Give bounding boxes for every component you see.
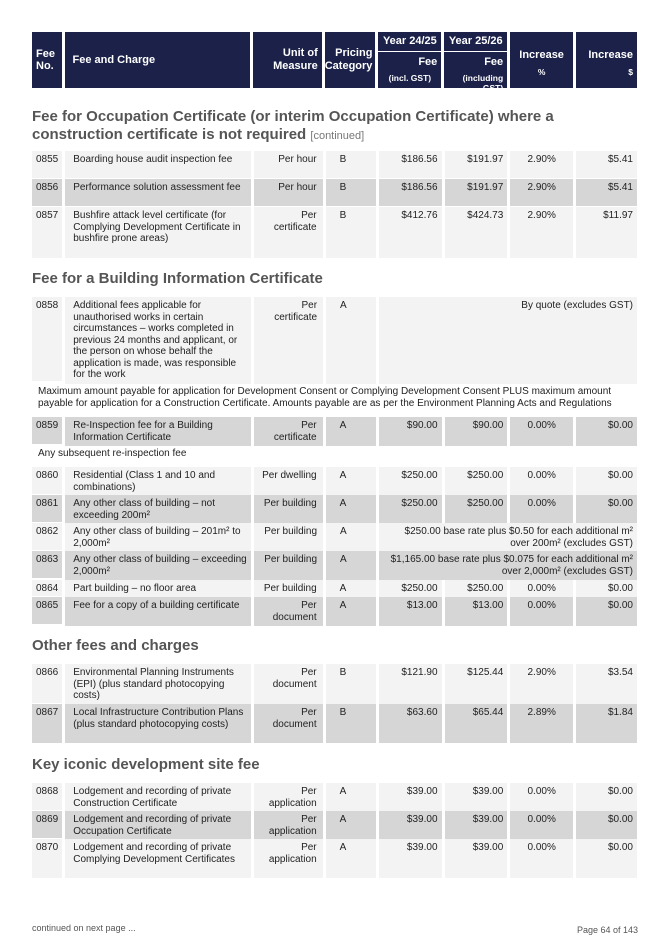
fee-2425: $412.76: [379, 207, 442, 258]
unit: Per hour: [254, 179, 323, 206]
header-fee-no: Fee No.: [32, 32, 62, 88]
unit: Per document: [254, 597, 323, 626]
category: A: [326, 811, 376, 840]
header-year2-title: Year 25/26: [444, 35, 507, 52]
fee-2526: $250.00: [445, 467, 508, 496]
unit: Per building: [254, 551, 323, 580]
increase-amt: $0.00: [576, 467, 637, 496]
fee-by-quote: By quote (excludes GST): [379, 297, 637, 384]
increase-pct: 0.00%: [510, 783, 573, 812]
category: A: [326, 297, 376, 384]
header-increase-pct: [510, 32, 573, 88]
fee-rate-description: $250.00 base rate plus $0.50 for each additional m² over 200m² (excludes GST): [379, 523, 637, 552]
fee-name: Any other class of building – exceeding 2,000m²: [65, 551, 251, 580]
table-row: [32, 551, 637, 580]
table-row: [32, 839, 637, 878]
fee-name: Environmental Planning Instruments (EPI) (plus standard photocopying costs): [65, 664, 251, 705]
category: B: [326, 664, 376, 705]
fee-2425: $13.00: [379, 597, 442, 626]
increase-amt: $5.41: [576, 151, 637, 178]
fee-2526: $125.44: [445, 664, 508, 705]
category: A: [326, 839, 376, 878]
increase-amt: $0.00: [576, 811, 637, 840]
increase-pct: 2.90%: [510, 664, 573, 705]
table-row: [32, 597, 637, 626]
fee-no: 0856: [32, 179, 62, 206]
header-year1-sub: Fee: [418, 56, 438, 68]
fee-no: 0855: [32, 151, 62, 178]
fee-2425: $250.00: [379, 467, 442, 496]
table-row: [32, 179, 637, 206]
increase-amt: $0.00: [576, 783, 637, 812]
fee-2526: $39.00: [445, 811, 508, 840]
fee-name: Local Infrastructure Contribution Plans (plus standard photocopying costs): [65, 704, 251, 743]
unit: Per document: [254, 704, 323, 743]
fee-name: Performance solution assessment fee: [65, 179, 251, 206]
header-year1-title: Year 24/25: [378, 35, 441, 52]
fee-name: Re-Inspection fee for a Building Information Certificate: [65, 417, 251, 446]
table-row: [32, 704, 637, 743]
fee-2425: $39.00: [379, 839, 442, 878]
fee-no: 0868: [32, 783, 62, 810]
increase-pct: 0.00%: [510, 580, 573, 598]
table-row: [32, 580, 637, 598]
table-row: [32, 207, 637, 258]
fee-no: 0867: [32, 704, 62, 743]
fee-2526: $39.00: [445, 783, 508, 812]
increase-pct: 2.89%: [510, 704, 573, 743]
category: B: [326, 704, 376, 743]
fee-2526: $191.97: [445, 151, 508, 178]
section-title-building-information-certificate: Fee for a Building Information Certificate: [32, 270, 323, 287]
fee-no: 0862: [32, 523, 62, 550]
table-row: [32, 523, 637, 552]
header-increase-pct-unit: %: [537, 67, 546, 77]
fee-rate-description: $1,165.00 base rate plus $0.075 for each additional m² over 2,000m² (excludes GST): [379, 551, 637, 580]
header-unit-of-measure: Unit of Measure: [253, 32, 321, 88]
subsequent-note: Any subsequent re-inspection fee: [38, 448, 187, 459]
unit: Per certificate: [254, 207, 323, 258]
header-increase-amt-unit: $: [628, 67, 634, 77]
section-title-occupation-certificate: [32, 108, 642, 145]
unit: Per dwelling: [254, 467, 323, 496]
table-row: [32, 467, 637, 496]
fee-name: Boarding house audit inspection fee: [65, 151, 251, 178]
increase-amt: $5.41: [576, 179, 637, 206]
fee-name: Lodgement and recording of private Complying Development Certificates: [65, 839, 251, 878]
header-year2-sub: Fee: [484, 56, 504, 68]
increase-amt: $0.00: [576, 495, 637, 524]
fee-no: 0861: [32, 495, 62, 522]
fee-no: 0859: [32, 417, 62, 444]
section-title-text: Fee for Occupation Certificate (or interim Occupation Certificate) where a construction certificate is not required: [32, 108, 554, 143]
increase-pct: 2.90%: [510, 207, 573, 258]
fee-name: Lodgement and recording of private Occupation Certificate: [65, 811, 251, 840]
increase-pct: 0.00%: [510, 467, 573, 496]
fee-2526: $90.00: [445, 417, 508, 446]
category: A: [326, 467, 376, 496]
fee-2425: $250.00: [379, 495, 442, 524]
fee-2425: $39.00: [379, 783, 442, 812]
fee-name: Part building – no floor area: [65, 580, 251, 598]
increase-amt: $0.00: [576, 597, 637, 626]
category: A: [326, 523, 376, 552]
increase-amt: $1.84: [576, 704, 637, 743]
category: A: [326, 580, 376, 598]
fee-2526: $250.00: [445, 495, 508, 524]
fee-no: 0863: [32, 551, 62, 578]
unit: Per building: [254, 495, 323, 524]
fee-no: 0864: [32, 580, 62, 596]
fee-no: 0860: [32, 467, 62, 494]
fee-2526: $250.00: [445, 580, 508, 598]
fee-no: 0858: [32, 297, 62, 381]
fee-name: Lodgement and recording of private Construction Certificate: [65, 783, 251, 812]
fee-2526: $65.44: [445, 704, 508, 743]
increase-pct: 0.00%: [510, 839, 573, 878]
unit: Per certificate: [254, 297, 323, 384]
unit: Per building: [254, 523, 323, 552]
fee-no: 0869: [32, 811, 62, 838]
fee-no: 0857: [32, 207, 62, 258]
fee-2425: $90.00: [379, 417, 442, 446]
fee-2425: $186.56: [379, 151, 442, 178]
fee-2526: $191.97: [445, 179, 508, 206]
fee-2425: $186.56: [379, 179, 442, 206]
category: B: [326, 179, 376, 206]
table-row: [32, 495, 637, 524]
table-header: [32, 32, 637, 93]
header-year-2526: [444, 32, 507, 93]
fee-name: Bushfire attack level certificate (for Complying Development Certificate in bushfire prone areas): [65, 207, 251, 258]
header-pricing-category: Pricing Category: [325, 32, 376, 88]
fee-2425: $39.00: [379, 811, 442, 840]
fee-no: 0866: [32, 664, 62, 703]
fee-2425: $63.60: [379, 704, 442, 743]
category: A: [326, 495, 376, 524]
section-title-other-fees: Other fees and charges: [32, 637, 199, 654]
fee-2526: $39.00: [445, 839, 508, 878]
increase-amt: $0.00: [576, 580, 637, 598]
table-row: [32, 297, 637, 384]
header-year2-note: (including GST): [462, 73, 504, 93]
increase-pct: 0.00%: [510, 417, 573, 446]
header-increase-amt-label: Increase: [588, 49, 634, 61]
fee-name: Additional fees applicable for unauthorised works in certain circumstances – works completed in previous 24 months and applicant, or the person on whose behalf the application is made, was responsible for the work: [65, 297, 251, 384]
fee-2425: $250.00: [379, 580, 442, 598]
fee-2526: $13.00: [445, 597, 508, 626]
fee-name: Any other class of building – not exceeding 200m²: [65, 495, 251, 524]
increase-pct: 0.00%: [510, 811, 573, 840]
fee-name: Fee for a copy of a building certificate: [65, 597, 251, 626]
header-year1-note: (incl. GST): [388, 73, 432, 83]
unit: Per certificate: [254, 417, 323, 446]
increase-amt: $0.00: [576, 417, 637, 446]
increase-amt: $3.54: [576, 664, 637, 705]
page-number: Page 64 of 143: [576, 925, 638, 935]
max-amount-note: Maximum amount payable for application for Development Consent or Complying Development Consent PLUS maximum amount payable for application for a Construction Certificate. Amounts payable are as per the Environment Planning Acts and Regulations: [38, 386, 612, 409]
section-continued-label: [continued]: [310, 130, 365, 142]
unit: Per application: [254, 783, 323, 812]
category: A: [326, 783, 376, 812]
increase-pct: 0.00%: [510, 495, 573, 524]
table-row: [32, 664, 637, 705]
table-row: [32, 417, 637, 446]
unit: Per application: [254, 811, 323, 840]
unit: Per document: [254, 664, 323, 705]
fee-no: 0870: [32, 839, 62, 878]
increase-pct: 0.00%: [510, 597, 573, 626]
category: B: [326, 151, 376, 178]
category: A: [326, 597, 376, 626]
category: B: [326, 207, 376, 258]
category: A: [326, 551, 376, 580]
increase-amt: $0.00: [576, 839, 637, 878]
unit: Per hour: [254, 151, 323, 178]
table-row: [32, 151, 637, 178]
fee-name: Residential (Class 1 and 10 and combinations): [65, 467, 251, 496]
header-increase-pct-label: Increase: [519, 49, 564, 61]
increase-pct: 2.90%: [510, 151, 573, 178]
category: A: [326, 417, 376, 446]
table-row: [32, 811, 637, 840]
unit: Per building: [254, 580, 323, 598]
continued-footer: continued on next page ...: [32, 923, 136, 933]
section-title-key-iconic-site: Key iconic development site fee: [32, 756, 260, 773]
fee-no: 0865: [32, 597, 62, 624]
header-fee-and-charge: Fee and Charge: [65, 32, 251, 88]
increase-amt: $11.97: [576, 207, 637, 258]
fee-2425: $121.90: [379, 664, 442, 705]
unit: Per application: [254, 839, 323, 878]
table-row: [32, 783, 637, 812]
fee-name: Any other class of building – 201m² to 2,000m²: [65, 523, 251, 552]
header-increase-amt: [576, 32, 637, 88]
header-year-2425: [378, 32, 441, 88]
fee-2526: $424.73: [445, 207, 508, 258]
increase-pct: 2.90%: [510, 179, 573, 206]
